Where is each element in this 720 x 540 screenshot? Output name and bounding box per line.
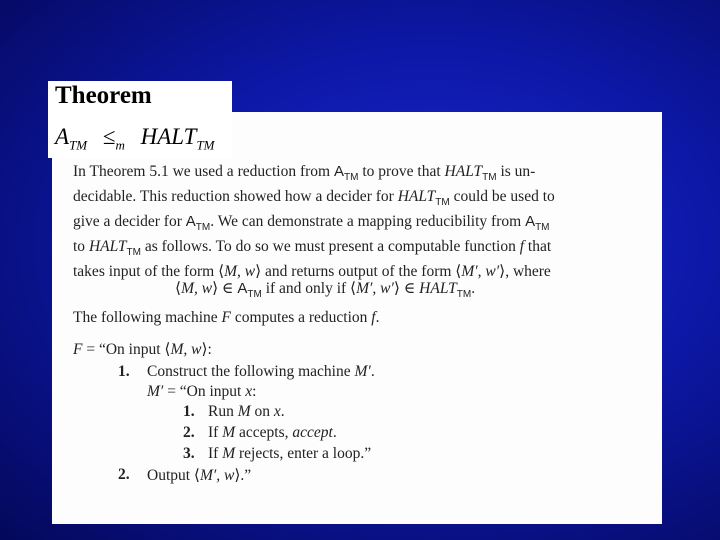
text-segment: TM (344, 172, 359, 184)
text-segment: M (237, 403, 251, 420)
text-segment: HALT (88, 238, 127, 256)
text-segment: A (525, 213, 536, 231)
paragraph-line: takes input of the form ⟨M, w⟩ and returns output of the form ⟨M′, w′⟩, where (73, 263, 551, 281)
text-segment: TM (247, 289, 262, 301)
paragraph-line: In Theorem 5.1 we used a reduction from $A_{TM}$ to prove that $HALT_{TM}$ is un- (73, 163, 536, 184)
paragraph-line: give a decider for $A_{TM}$. We can demonstrate a mapping reducibility from $A_{TM}$ (73, 213, 550, 234)
text-segment: x (273, 403, 281, 420)
text-segment: HALT (397, 188, 436, 206)
text-segment: x (245, 383, 253, 400)
machine-intro: The following machine F computes a reduction f. (73, 309, 380, 326)
text-segment: TM (195, 222, 211, 234)
text-segment: A (237, 280, 248, 297)
text-segment: TM (482, 172, 497, 184)
step-2-number: 2. (118, 466, 130, 483)
thm-relation-sub: m (115, 137, 125, 153)
text-segment: M′ (147, 383, 164, 400)
intro-paragraph (73, 162, 653, 281)
thm-right-sub: TM (196, 137, 215, 153)
reduction-condition: ⟨M, w⟩ ∈ $A_{TM}$ if and only if ⟨M′, w′⟩ ∈ $HALT_{TM}$. (175, 280, 476, 301)
theorem-statement (55, 124, 215, 154)
step-2-text: Output ⟨M′, w⟩.” (147, 467, 252, 484)
text-segment: M, w (224, 263, 256, 281)
text-segment: A (185, 213, 196, 231)
text-segment: TM (456, 289, 472, 301)
inner-step-text: Run M on x. (208, 403, 285, 420)
inner-step-text: If M rejects, enter a loop.” (208, 445, 372, 462)
thm-relation: ≤ (102, 124, 116, 149)
machine-definition: F = “On input ⟨M, w⟩: (73, 341, 212, 358)
paragraph-line: to $HALT_{TM}$ as follows. To do so we must present a computable function f that (73, 238, 552, 259)
text-segment: M, w (181, 280, 213, 297)
step-1-text: Construct the following machine M′. (147, 363, 375, 380)
text-segment: A (333, 163, 344, 180)
text-segment: M′ (354, 363, 371, 380)
thm-left: A (55, 124, 70, 149)
thm-right: HALT (140, 124, 197, 149)
text-segment: M (222, 445, 236, 462)
text-segment: F (221, 309, 231, 326)
text-segment: TM (535, 222, 550, 234)
text-segment: HALT (419, 280, 457, 297)
slide-title: Theorem (55, 82, 152, 109)
text-segment: TM (435, 197, 450, 209)
inner-step-text: If M accepts, accept. (208, 424, 337, 441)
text-segment: TM (126, 247, 141, 259)
text-segment: f (519, 238, 525, 256)
thm-left-sub: TM (69, 137, 88, 153)
step-1-number: 1. (118, 363, 130, 380)
text-segment: M, w (170, 341, 202, 358)
text-segment: M (222, 424, 236, 441)
text-segment: M′, w (199, 467, 235, 484)
text-segment: F (73, 341, 83, 358)
inner-step-number: 3. (183, 445, 195, 462)
inner-step-number: 1. (183, 403, 195, 420)
text-segment: f (371, 309, 376, 326)
text-segment: M′, w′ (356, 280, 394, 297)
text-segment: M′, w′ (461, 263, 500, 281)
text-segment: HALT (444, 163, 483, 180)
text-segment: accept (292, 424, 333, 441)
paragraph-line: decidable. This reduction showed how a decider for $HALT_{TM}$ could be used to (73, 188, 555, 209)
inner-step-number: 2. (183, 424, 195, 441)
inner-machine-definition: M′ = “On input x: (147, 383, 257, 400)
